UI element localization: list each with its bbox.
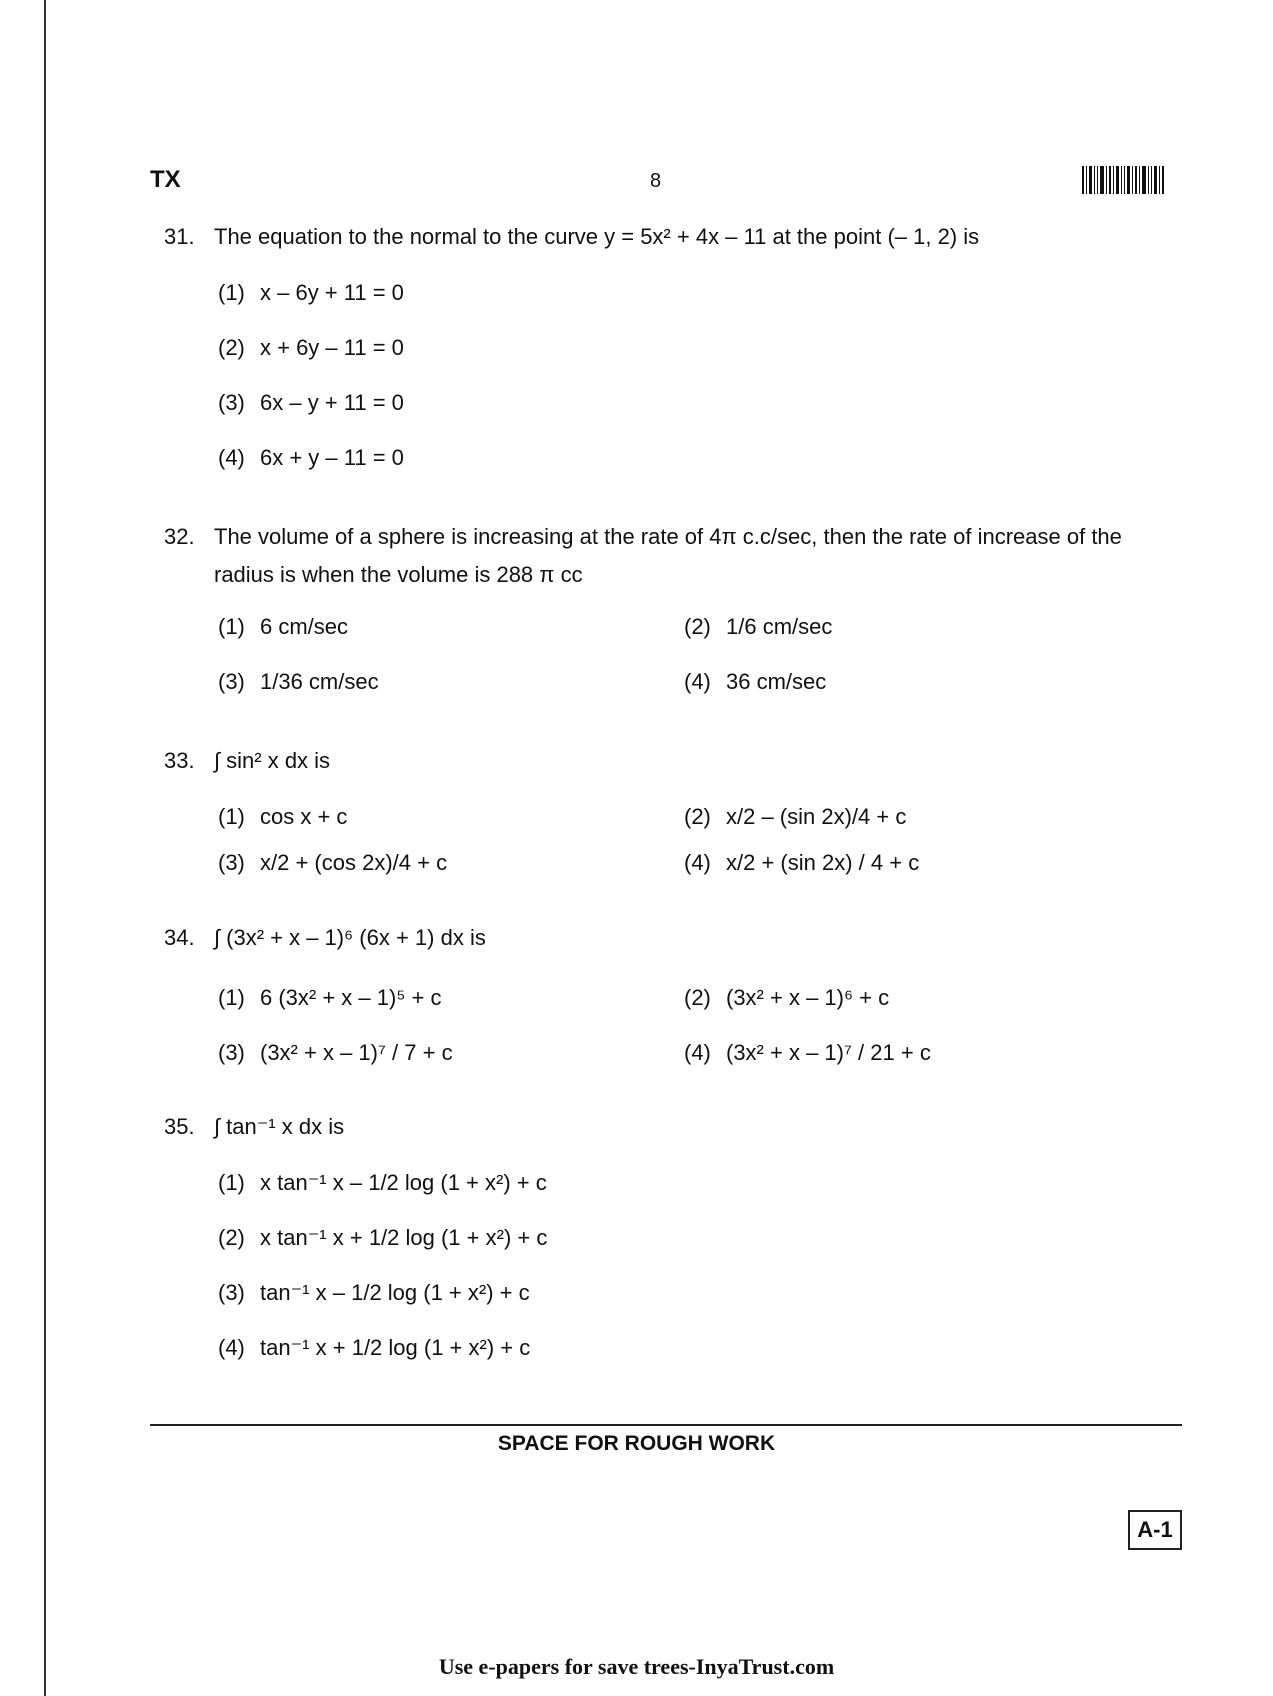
question-stem: The equation to the normal to the curve y = 5x² + 4x – 11 at the point (– 1, 2) is bbox=[214, 224, 980, 249]
paper-code: TX bbox=[150, 166, 181, 193]
option[interactable]: (1) 6 cm/sec bbox=[218, 614, 349, 639]
rough-work-label: SPACE FOR ROUGH WORK bbox=[497, 1432, 776, 1455]
footer-text: Use e-papers for save trees-InyaTrust.com bbox=[438, 1654, 835, 1679]
question-stem: ∫ tan⁻¹ x dx is bbox=[214, 1114, 345, 1139]
question-number: 33. bbox=[164, 748, 195, 773]
question-stem: The volume of a sphere is increasing at the rate of 4π c.c/sec, then the rate of increase of the radius is when the volume is 288 π cc bbox=[214, 524, 1122, 587]
option[interactable]: (2) x/2 – (sin 2x)/4 + c bbox=[684, 804, 907, 829]
barcode bbox=[1082, 166, 1164, 194]
option[interactable]: (4) x/2 + (sin 2x) / 4 + c bbox=[684, 850, 920, 875]
option[interactable]: (1) x – 6y + 11 = 0 bbox=[218, 280, 404, 305]
option[interactable]: (2) x tan⁻¹ x + 1/2 log (1 + x²) + c bbox=[218, 1225, 548, 1250]
option[interactable]: (3) tan⁻¹ x – 1/2 log (1 + x²) + c bbox=[218, 1280, 530, 1305]
question-35 bbox=[164, 1114, 1164, 1140]
page-number: 8 bbox=[650, 170, 662, 192]
option[interactable]: (2) x + 6y – 11 = 0 bbox=[218, 335, 404, 360]
option[interactable]: (3) x/2 + (cos 2x)/4 + c bbox=[218, 850, 448, 875]
option[interactable]: (1) cos x + c bbox=[218, 804, 348, 829]
option[interactable]: (4) (3x² + x – 1)⁷ / 21 + c bbox=[684, 1040, 931, 1065]
option[interactable]: (1) x tan⁻¹ x – 1/2 log (1 + x²) + c bbox=[218, 1170, 547, 1195]
question-33 bbox=[164, 748, 1164, 774]
rough-work-divider bbox=[150, 1424, 1182, 1426]
option[interactable]: (3) 6x – y + 11 = 0 bbox=[218, 390, 404, 415]
question-number: 32. bbox=[164, 524, 195, 549]
booklet-code-badge: A-1 bbox=[1128, 1510, 1182, 1550]
question-number: 34. bbox=[164, 925, 195, 950]
option[interactable]: (4) 36 cm/sec bbox=[684, 669, 827, 694]
question-31 bbox=[164, 224, 1164, 250]
question-stem: ∫ (3x² + x – 1)⁶ (6x + 1) dx is bbox=[214, 925, 486, 950]
question-stem: ∫ sin² x dx is bbox=[214, 748, 331, 773]
option[interactable]: (2) 1/6 cm/sec bbox=[684, 614, 833, 639]
option[interactable]: (3) 1/36 cm/sec bbox=[218, 669, 379, 694]
option[interactable]: (1) 6 (3x² + x – 1)⁵ + c bbox=[218, 985, 442, 1010]
option[interactable]: (4) 6x + y – 11 = 0 bbox=[218, 445, 404, 470]
question-34 bbox=[164, 925, 1164, 951]
question-number: 31. bbox=[164, 224, 195, 249]
option[interactable]: (4) tan⁻¹ x + 1/2 log (1 + x²) + c bbox=[218, 1335, 531, 1360]
option[interactable]: (2) (3x² + x – 1)⁶ + c bbox=[684, 985, 890, 1010]
question-number: 35. bbox=[164, 1114, 195, 1139]
option[interactable]: (3) (3x² + x – 1)⁷ / 7 + c bbox=[218, 1040, 453, 1065]
question-32 bbox=[164, 518, 1134, 594]
